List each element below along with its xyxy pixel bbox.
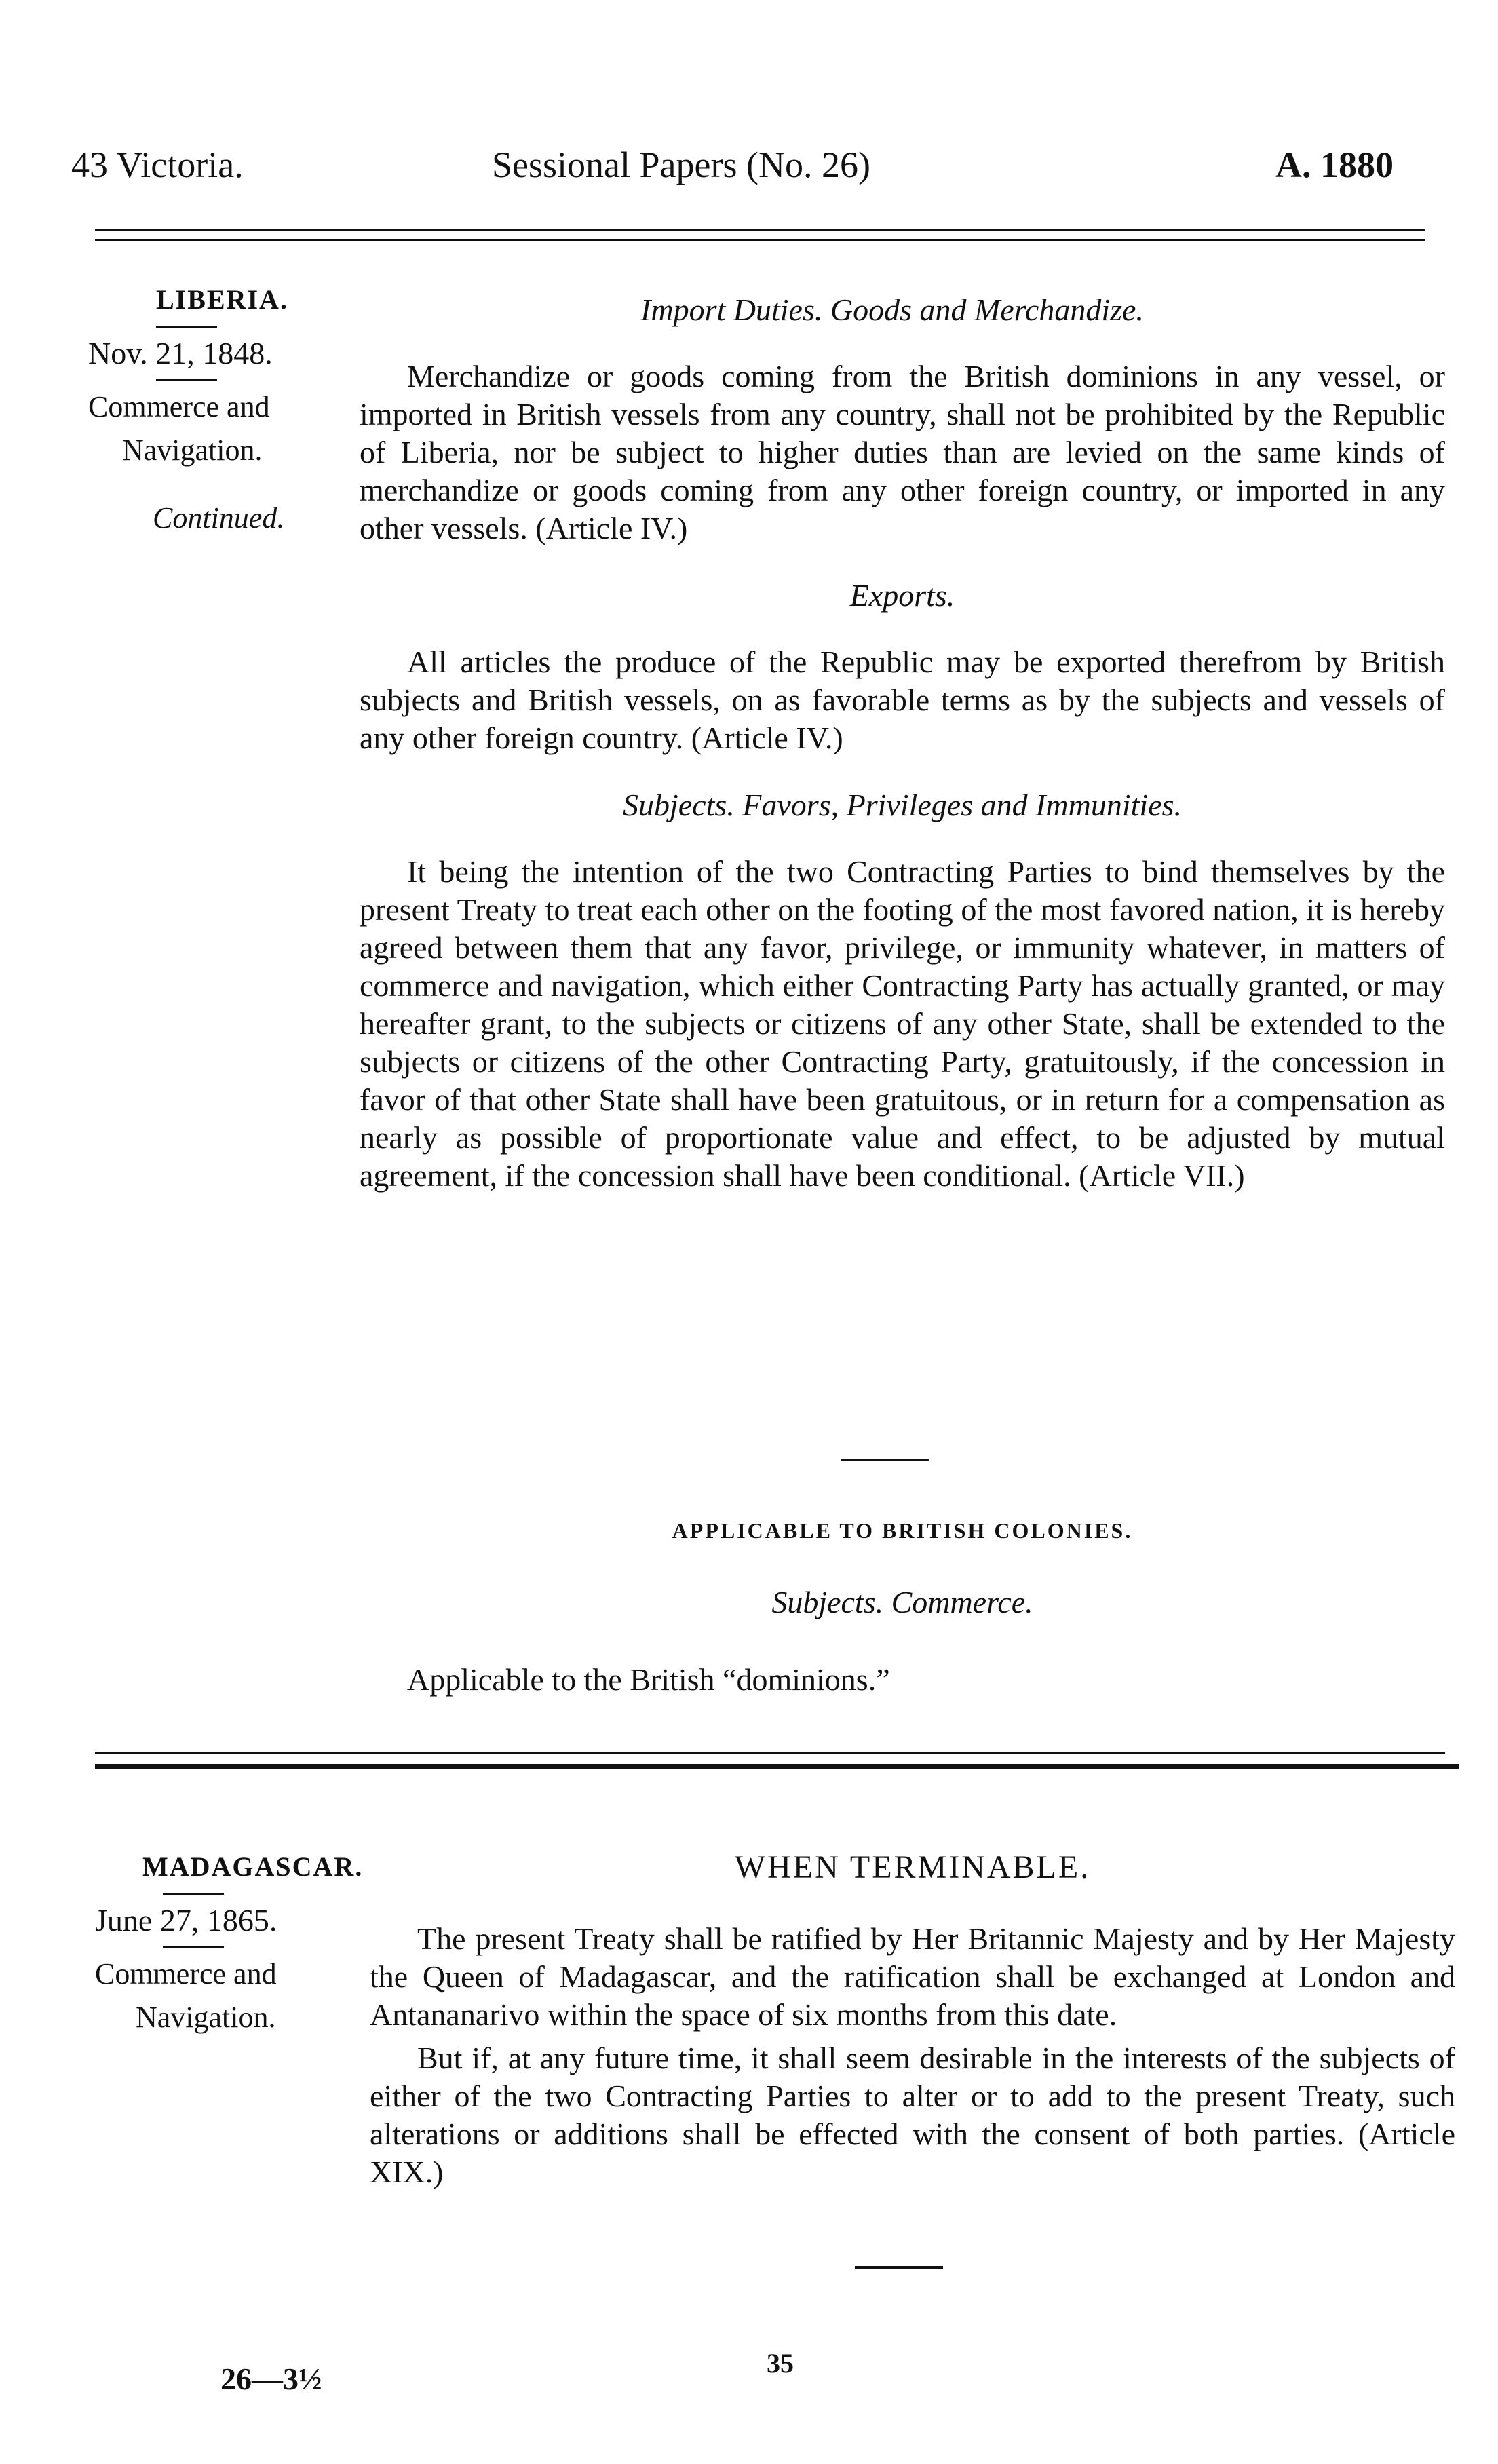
header-rule-bottom (95, 239, 1425, 241)
margin-date: Nov. 21, 1848. (88, 336, 273, 370)
section-divider (841, 1459, 929, 1461)
paragraph-alterations: But if, at any future time, it shall seem desirable in the interests of the subjects of either of the two Contracting Parties to alter or to add to the present Treaty, such alterations or additions shall be effected with the consent of both parties. (Article XIX.) (370, 2041, 1455, 2189)
paragraph-favors: It being the intention of the two Contracting Parties to bind themselves by the present Treaty to treat each other on the footing of the most favored nation, it is hereby agreed between them that any favor, privilege, or immunity whatever, in matters of commerce and navigation, which either Contracting Party has actually granted, or may hereafter grant, to the subjects or citizens of any other State, shall be extended to the subjects or citizens of the other Contracting Party, gratuitously, if the concession in favor of that other State shall have been gratuitous, or in return for a compensation as nearly as possible of proportionate value and effect, to be adjusted by mutual agreement, if the concession shall have been conditional. (Article VII.) (360, 854, 1445, 1193)
section-heading-terminable: WHEN TERMINABLE. (734, 1849, 1091, 1885)
section-rule-top (95, 1752, 1445, 1754)
margin-short-rule (163, 1893, 224, 1895)
margin-short-rule (156, 379, 217, 381)
margin-date: June 27, 1865. (95, 1903, 277, 1938)
margin-subject-line2: Navigation. (136, 2001, 276, 2034)
margin-country: MADAGASCAR. (142, 1851, 364, 1882)
madagascar-margin-note (95, 1845, 366, 2039)
running-header-left: 43 Victoria. (71, 145, 244, 185)
applicable-heading: APPLICABLE TO BRITISH COLONIES. (672, 1518, 1133, 1543)
running-header-title: Sessional Papers (No. 26) (492, 145, 870, 185)
paragraph-ratification: The present Treaty shall be ratified by Her Britannic Majesty and by Her Majesty the Queen of Madagascar, and the ratification shall be exchanged at London and Antananarivo within the space of six months from this date. (370, 1921, 1455, 2032)
closing-divider (855, 2266, 943, 2269)
margin-country: LIBERIA. (156, 284, 288, 315)
header-rule-top (95, 229, 1425, 231)
margin-short-rule (163, 1946, 224, 1948)
liberia-margin-note (88, 278, 360, 540)
margin-continued: Continued. (153, 501, 285, 535)
margin-subject-line1: Commerce and (95, 1957, 277, 1990)
running-header-right: A. 1880 (1275, 145, 1394, 185)
signature-mark: 26—3½ (220, 2362, 322, 2396)
section-heading-import: Import Duties. Goods and Merchandize. (640, 292, 1144, 327)
margin-subject-line1: Commerce and (88, 390, 270, 423)
paragraph-import-duties: Merchandize or goods coming from the British dominions in any vessel, or imported in British vessels from any country, shall not be prohibited by the Republic of Liberia, nor be subject to higher duties than are levied on the same kinds of merchandize or goods coming from any other foreign country, or imported in any other vessels. (Article IV.) (360, 359, 1445, 545)
section-heading-subjects: Subjects. Favors, Privileges and Immunities. (622, 788, 1183, 822)
section-heading-exports: Exports. (849, 578, 955, 613)
paragraph-exports: All articles the produce of the Republic may be exported therefrom by British subjects and British vessels, on as favorable terms as by the subjects and vessels of any other foreign country. (Article IV.) (360, 644, 1445, 755)
margin-short-rule (156, 326, 217, 328)
paragraph-applicable: Applicable to the British “dominions.” (407, 1662, 890, 1697)
section-heading-subjects-commerce: Subjects. Commerce. (771, 1585, 1033, 1619)
margin-subject-line2: Navigation. (122, 434, 263, 467)
madagascar-section (370, 1849, 1455, 2191)
section-rule-bottom (95, 1764, 1459, 1769)
page-number: 35 (767, 2348, 794, 2379)
liberia-section (360, 292, 1445, 1195)
